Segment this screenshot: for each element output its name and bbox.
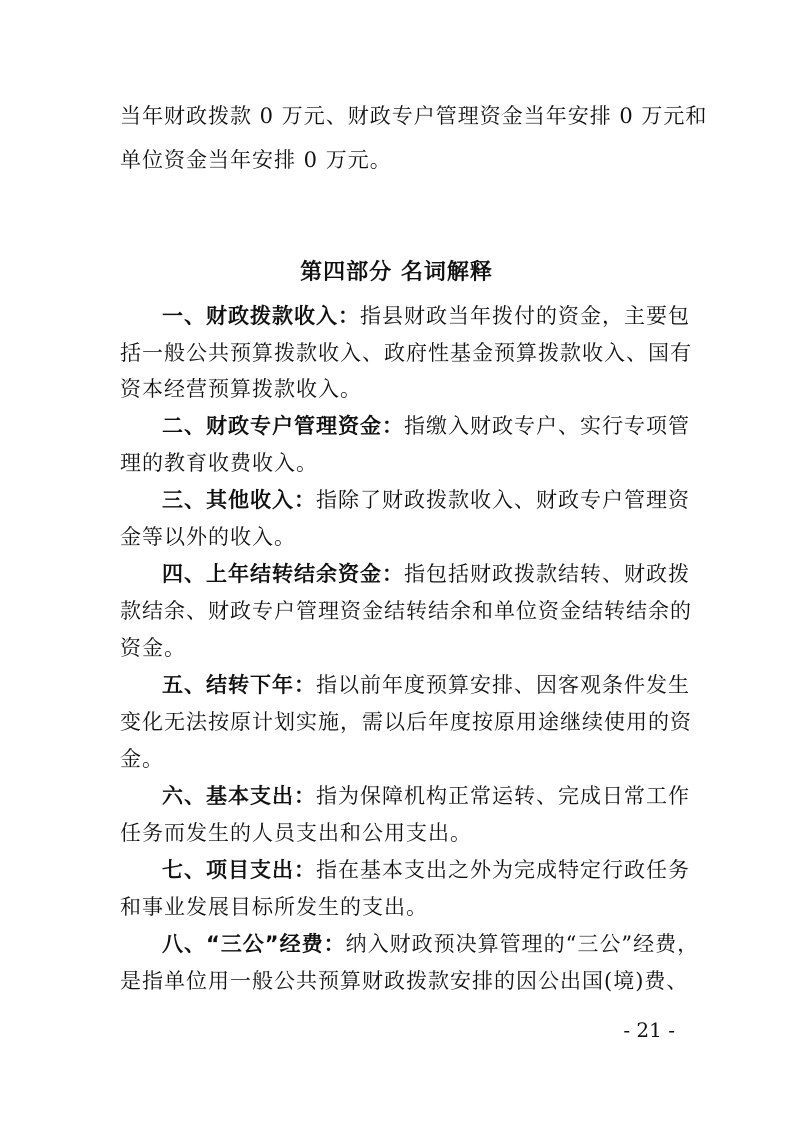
term-paragraph-first-line (162, 670, 690, 700)
term-paragraph-first-line (162, 485, 690, 515)
term-text: 指除了财政拨款收入、财政专户管理资 (316, 488, 690, 512)
term-label: 三、其他收入： (162, 488, 316, 512)
term-paragraph-first-line (162, 855, 690, 885)
text-line: 任务而发生的人员支出和公用支出。 (120, 821, 472, 845)
term-label: 四、上年结转结余资金： (162, 562, 404, 586)
term-label: 八、“三公”经费： (162, 932, 346, 956)
term-paragraph-first-line (162, 301, 690, 331)
text-line: 是指单位用一般公共预算财政拨款安排的因公出国(境)费、 (120, 969, 689, 993)
term-paragraph-first-line (162, 929, 700, 959)
text-line: 资金。 (120, 636, 186, 660)
term-text: 纳入财政预决算管理的“三公”经费， (345, 932, 700, 956)
section-title: 第四部分 名词解释 (300, 260, 493, 285)
term-label: 七、项目支出： (162, 858, 316, 882)
text-line: 变化无法按原计划实施，需以后年度按原用途继续使用的资 (120, 710, 692, 734)
text-line: 资本经营预算拨款收入。 (120, 377, 362, 401)
term-paragraph-first-line (162, 411, 690, 441)
term-text: 指缴入财政专户、实行专项管 (404, 414, 690, 438)
text-line: 括一般公共预算拨款收入、政府性基金预算拨款收入、国有 (120, 341, 692, 365)
term-label: 六、基本支出： (162, 784, 316, 808)
term-paragraph-first-line (162, 781, 690, 811)
page-number: - 21 - (623, 1018, 675, 1042)
term-label: 五、结转下年： (162, 673, 316, 697)
term-text: 指以前年度预算安排、因客观条件发生 (316, 673, 690, 697)
text-line: 和事业发展目标所发生的支出。 (120, 895, 428, 919)
text-line: 金等以外的收入。 (120, 525, 296, 549)
text-line: 理的教育收费收入。 (120, 451, 318, 475)
term-text: 指包括财政拨款结转、财政拨 (404, 562, 690, 586)
term-text: 指县财政当年拨付的资金，主要包 (360, 304, 690, 328)
term-paragraph-first-line (162, 559, 690, 589)
term-label: 二、财政专户管理资金： (162, 414, 404, 438)
text-line: 当年财政拨款 0 万元、财政专户管理资金当年安排 0 万元和 (120, 104, 708, 128)
term-text: 指为保障机构正常运转、完成日常工作 (316, 784, 690, 808)
text-line: 单位资金当年安排 0 万元。 (120, 148, 392, 172)
text-line: 金。 (120, 747, 164, 771)
term-label: 一、财政拨款收入： (162, 304, 360, 328)
text-line: 款结余、财政专户管理资金结转结余和单位资金结转结余的 (120, 599, 692, 623)
term-text: 指在基本支出之外为完成特定行政任务 (316, 858, 690, 882)
